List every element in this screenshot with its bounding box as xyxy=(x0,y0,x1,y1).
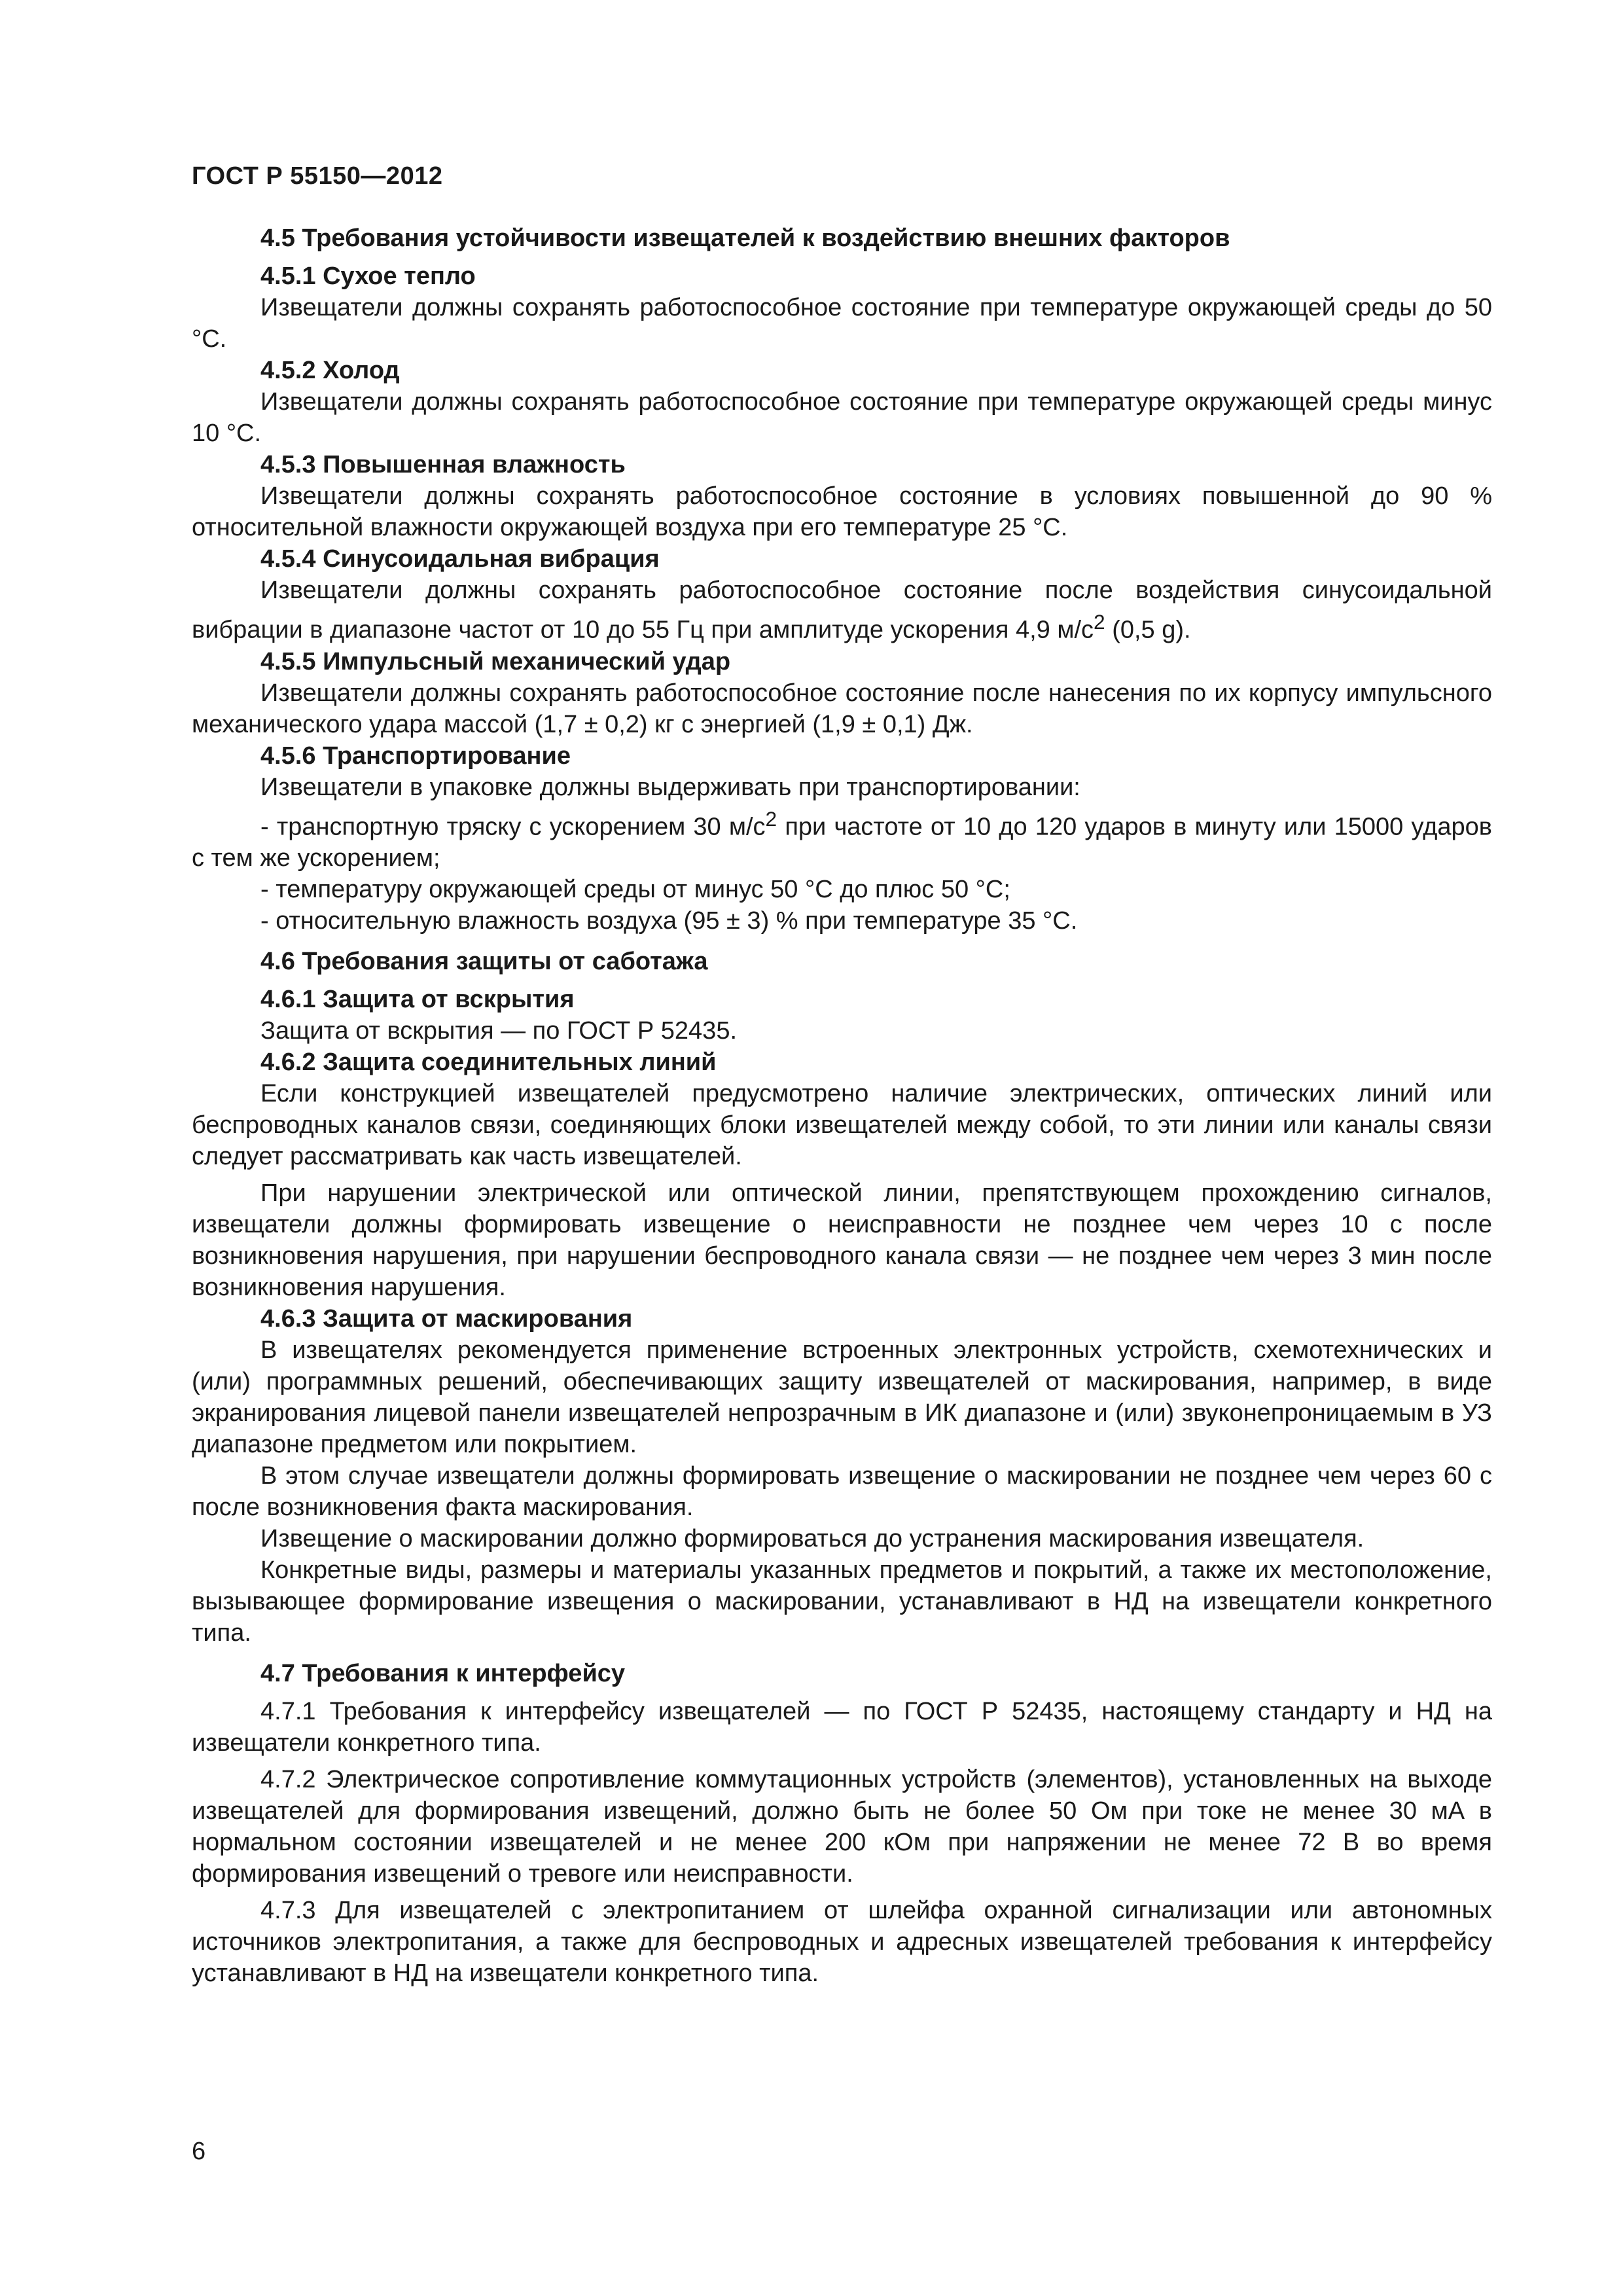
section-4-6-title: 4.6 Требования защиты от саботажа xyxy=(260,948,708,976)
section-4-6-1-title: 4.6.1 Защита от вскрытия xyxy=(260,986,575,1014)
section-4-5-3-title: 4.5.3 Повышенная влажность xyxy=(260,451,626,478)
list-item xyxy=(192,803,1492,874)
section-4-6-3-paragraph-2: В этом случае извещатели должны формировать извещение о маскировании не позднее чем через 60 с после возникновения факта маскирования. xyxy=(192,1462,1492,1522)
section-4-5-4-title: 4.5.4 Синусоидальная вибрация xyxy=(260,545,660,573)
list-item: - относительную влажность воздуха (95 ± 3) % при температуре 35 °С. xyxy=(260,907,1078,935)
section-4-7-title: 4.7 Требования к интерфейсу xyxy=(260,1660,626,1688)
list-item-text-b: при частоте от 10 до 120 ударов в минуту или 15000 ударов с тем же ускорением; xyxy=(192,813,1492,872)
section-4-5-4-text-part-b: (0,5 g). xyxy=(1105,616,1191,644)
list-item-text-a: - транспортную тряску с ускорением 30 м/с xyxy=(260,813,766,841)
section-4-7-3-text: 4.7.3 Для извещателей с электропитанием от шлейфа охранной сигнализации или автономных источников электропитания, а также для беспроводных и адресных извещателей требования к интерфейсу устанавливают в НД на извещатели конкретного типа. xyxy=(192,1897,1492,1988)
page-content xyxy=(192,223,1492,1989)
section-4-5-5-title: 4.5.5 Импульсный механический удар xyxy=(260,647,731,675)
section-4-5-2-text: Извещатели должны сохранять работоспособное состояние при температуре окружающей среды минус 10 °С. xyxy=(192,388,1492,447)
section-4-5-2-title: 4.5.2 Холод xyxy=(260,357,400,384)
section-4-5-4-text xyxy=(192,575,1492,646)
section-4-5-6-intro: Извещатели в упаковке должны выдерживать при транспортировании: xyxy=(260,773,1080,801)
section-4-5-1-text: Извещатели должны сохранять работоспособное состояние при температуре окружающей среды до 50 °С. xyxy=(192,294,1492,353)
section-4-5-4-text-part-a: Извещатели должны сохранять работоспособное состояние после воздействия синусоидальной вибрации в диапазоне частот от 10 до 55 Гц при амплитуде ускорения 4,9 м/с xyxy=(192,577,1492,644)
page-number: 6 xyxy=(192,2138,206,2165)
section-4-5-title: 4.5 Требования устойчивости извещателей к воздействию внешних факторов xyxy=(260,224,1230,252)
superscript-2: 2 xyxy=(765,806,777,831)
section-4-6-1-text: Защита от вскрытия — по ГОСТ Р 52435. xyxy=(260,1017,738,1045)
section-4-5-5-text: Извещатели должны сохранять работоспособное состояние после нанесения по их корпусу импульсного механического удара массой (1,7 ± 0,2) кг с энергией (1,9 ± 0,1) Дж. xyxy=(192,679,1492,738)
section-4-5-1-title: 4.5.1 Сухое тепло xyxy=(260,262,476,290)
section-4-5-6-title: 4.5.6 Транспортирование xyxy=(260,742,571,770)
section-4-6-2-paragraph-1: Если конструкцией извещателей предусмотрено наличие электрических, оптических линий или беспроводных каналов связи, соединяющих блоки извещателей между собой, то эти линии или каналы связи следует рассматривать как часть извещателей. xyxy=(192,1080,1492,1171)
section-4-7-2-text: 4.7.2 Электрическое сопротивление коммутационных устройств (элементов), установленных на выходе извещателей для формирования извещений, должно быть не более 50 Ом при токе не менее 30 мА в нормальном состоянии извещателей и не менее 200 кОм при напряжении не менее 72 В во время формирования извещений о тревоге или неисправности. xyxy=(192,1766,1492,1888)
section-4-6-2-paragraph-2: При нарушении электрической или оптической линии, препятствующем прохождению сигналов, извещатели должны формировать извещение о неисправности не позднее чем через 10 с после возникновения нарушения, при нарушении беспроводного канала связи — не позднее чем через 3 мин после возникновения нарушения. xyxy=(192,1179,1492,1302)
section-4-5-3-text: Извещатели должны сохранять работоспособное состояние в условиях повышенной до 90 % относительной влажности окружающей воздуха при его температуре 25 °С. xyxy=(192,482,1492,541)
document-code-header: ГОСТ Р 55150—2012 xyxy=(192,162,443,190)
list-item: - температуру окружающей среды от минус 50 °С до плюс 50 °С; xyxy=(260,876,1010,904)
superscript-2: 2 xyxy=(1094,610,1105,634)
section-4-6-3-paragraph-1: В извещателях рекомендуется применение встроенных электронных устройств, схемотехнических и (или) программных решений, обеспечивающих защиту извещателей от маскирования, например, в виде экранирования лицевой панели извещателей непрозрачным в ИК диапазоне и (или) звуконепроницаемым в УЗ диапазоне предметом или покрытием. xyxy=(192,1336,1492,1459)
section-4-7-1-text: 4.7.1 Требования к интерфейсу извещателей — по ГОСТ Р 52435, настоящему стандарту и НД на извещатели конкретного типа. xyxy=(192,1698,1492,1757)
section-4-6-3-title: 4.6.3 Защита от маскирования xyxy=(260,1305,633,1333)
section-4-6-2-title: 4.6.2 Защита соединительных линий xyxy=(260,1049,717,1077)
section-4-6-3-paragraph-3: Извещение о маскировании должно формироваться до устранения маскирования извещателя. xyxy=(260,1525,1364,1553)
section-4-6-3-paragraph-4: Конкретные виды, размеры и материалы указанных предметов и покрытий, а также их местоположение, вызывающее формирование извещения о маскировании, устанавливают в НД на извещатели конкретного типа. xyxy=(192,1556,1492,1647)
